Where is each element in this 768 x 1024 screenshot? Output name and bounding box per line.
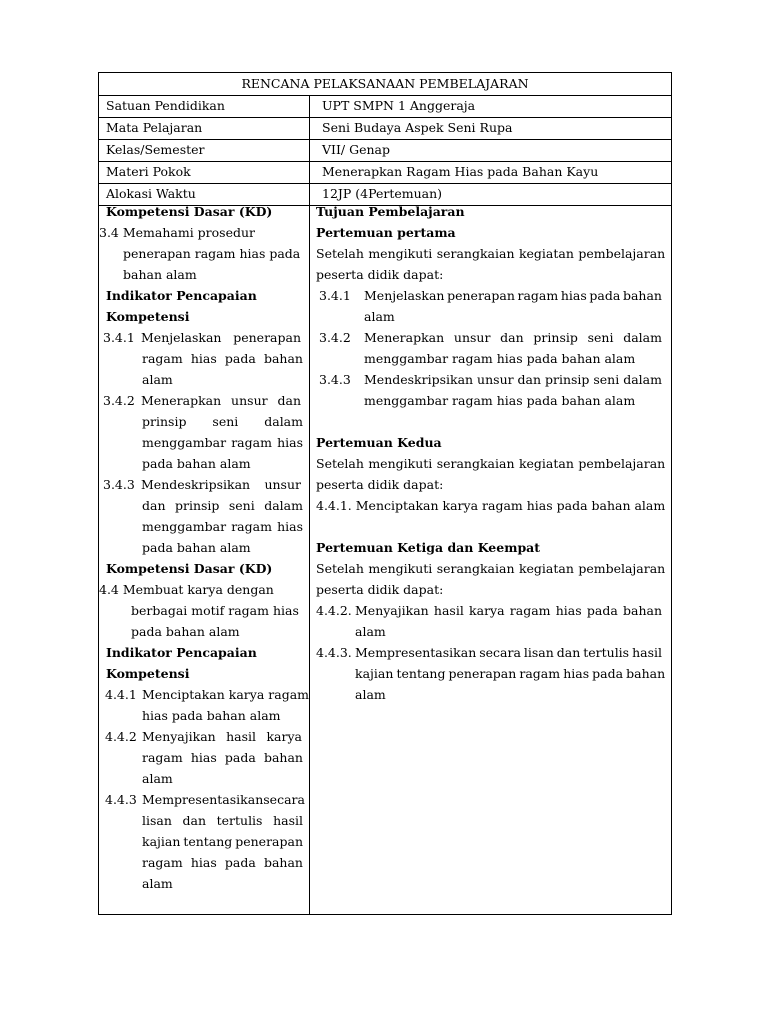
- objective-text: Menjelaskan penerapan ragam hias pada bahan: [364, 288, 662, 303]
- info-value: 12JP (4Pertemuan): [322, 186, 443, 201]
- indicator-item: [103, 789, 303, 810]
- info-label: Alokasi Waktu: [99, 184, 310, 205]
- indicator-heading: Kompetensi: [106, 309, 190, 324]
- indicator-text: dan prinsip seni dalam: [142, 498, 303, 513]
- indicator-text: Mendeskripsikan unsur: [141, 477, 301, 492]
- objective-text: Menyajikan hasil karya ragam hias pada bahan: [355, 603, 662, 618]
- indicator-item: [103, 327, 303, 348]
- objective-text: menggambar ragam hias pada bahan alam: [364, 393, 636, 408]
- meeting-intro: peserta didik dapat:: [316, 267, 444, 282]
- objective-text: menggambar ragam hias pada bahan alam: [364, 351, 636, 366]
- indicator-heading: Indikator Pencapaian: [106, 288, 257, 303]
- objective-text: Mendeskripsikan unsur dan prinsip seni dalam: [364, 372, 662, 387]
- indicator-text: menggambar ragam hias: [142, 435, 303, 450]
- meeting-intro: Setelah mengikuti serangkaian kegiatan pembelajaran: [316, 456, 666, 471]
- indicator-item: [103, 474, 303, 495]
- objective-number: 4.4.2.: [316, 603, 352, 618]
- info-label: Satuan Pendidikan: [99, 96, 310, 117]
- indicator-text: Menciptakan karya ragam: [142, 687, 309, 702]
- meeting-heading: Pertemuan Ketiga dan Keempat: [316, 540, 541, 555]
- indicator-item: [103, 726, 303, 747]
- kd-text: 3.4 Memahami prosedur: [99, 225, 256, 240]
- document-title: RENCANA PELAKSANAAN PEMBELAJARAN: [99, 73, 671, 96]
- info-label: Mata Pelajaran: [99, 118, 310, 139]
- info-label: Kelas/Semester: [99, 140, 310, 161]
- indicator-text: kajian tentang penerapan: [142, 834, 303, 849]
- indicator-text: ragam hias pada bahan: [142, 750, 303, 765]
- indicator-text: prinsip seni dalam: [142, 414, 303, 429]
- kd-text: berbagai motif ragam hias: [131, 603, 299, 618]
- objective-item: [316, 285, 665, 306]
- indicator-number: 4.4.2: [105, 729, 137, 744]
- indicator-text: pada bahan alam: [142, 540, 251, 555]
- info-row-materi: [99, 162, 671, 184]
- objective-text: Menerapkan unsur dan prinsip seni dalam: [364, 330, 662, 345]
- kd-heading: Kompetensi Dasar (KD): [106, 561, 273, 576]
- indicator-heading: Indikator Pencapaian: [106, 645, 257, 660]
- objective-text: kajian tentang penerapan ragam hias pada bahan: [355, 666, 666, 681]
- spacer: [316, 516, 665, 537]
- objective-item: [316, 642, 665, 663]
- indicator-text: alam: [142, 771, 173, 786]
- objective-number: 3.4.2: [319, 330, 351, 345]
- info-row-mapel: [99, 118, 671, 140]
- kd-text: 4.4 Membuat karya dengan: [99, 582, 274, 597]
- indicator-text: Menerapkan unsur dan: [141, 393, 301, 408]
- indicator-text: lisan dan tertulis hasil: [142, 813, 303, 828]
- objective-number: 3.4.1: [319, 288, 351, 303]
- kd-text: bahan alam: [123, 267, 197, 282]
- indicator-text: Mempresentasikan secara: [142, 792, 305, 807]
- meeting-heading: Pertemuan pertama: [316, 225, 456, 240]
- info-value: VII/ Genap: [322, 142, 390, 157]
- objective-item: [316, 369, 665, 390]
- meeting-intro: peserta didik dapat:: [316, 582, 444, 597]
- kd-text: pada bahan alam: [131, 624, 240, 639]
- objective-number: 4.4.3.: [316, 645, 352, 660]
- indicator-text: ragam hias pada bahan: [142, 855, 303, 870]
- indicator-heading: Kompetensi: [106, 666, 190, 681]
- indicator-number: 3.4.1: [103, 330, 135, 345]
- objective-item: [316, 327, 665, 348]
- indicator-number: 4.4.1: [105, 687, 137, 702]
- indicator-text: pada bahan alam: [142, 456, 251, 471]
- info-value: Menerapkan Ragam Hias pada Bahan Kayu: [322, 164, 599, 179]
- indicator-number: 3.4.3: [103, 477, 135, 492]
- indicator-text: alam: [142, 372, 173, 387]
- indicator-item: [103, 390, 303, 411]
- indicator-item: [103, 684, 309, 705]
- objective-text: alam: [364, 309, 395, 324]
- objective-text: Mempresentasikan secara lisan dan tertulis hasil: [355, 645, 662, 660]
- objective-text: alam: [355, 624, 386, 639]
- objective-text: alam: [355, 687, 386, 702]
- indicator-text: alam: [142, 876, 173, 891]
- meeting-intro: peserta didik dapat:: [316, 477, 444, 492]
- objectives-heading: Tujuan Pembelajaran: [316, 204, 465, 219]
- objective-item: [316, 600, 665, 621]
- indicator-text: ragam hias pada bahan: [142, 351, 303, 366]
- info-value: UPT SMPN 1 Anggeraja: [322, 98, 476, 113]
- info-label: Materi Pokok: [99, 162, 310, 183]
- meeting-intro: Setelah mengikuti serangkaian kegiatan pembelajaran: [316, 246, 666, 261]
- info-value: Seni Budaya Aspek Seni Rupa: [322, 120, 513, 135]
- objective-number: 3.4.3: [319, 372, 351, 387]
- spacer: [316, 411, 665, 432]
- info-row-kelas: [99, 140, 671, 162]
- rpp-table: [98, 72, 672, 915]
- indicator-number: 4.4.3: [105, 792, 137, 807]
- kd-text: penerapan ragam hias pada: [123, 246, 301, 261]
- indicator-text: Menjelaskan penerapan: [141, 330, 301, 345]
- left-column: [99, 201, 310, 914]
- indicator-text: Menyajikan hasil karya: [142, 729, 302, 744]
- objective-item: 4.4.1. Menciptakan karya ragam hias pada bahan alam: [316, 498, 666, 513]
- info-row-satuan: [99, 96, 671, 118]
- indicator-text: menggambar ragam hias: [142, 519, 303, 534]
- content-body: [99, 201, 671, 914]
- indicator-text: hias pada bahan alam: [142, 708, 281, 723]
- kd-heading: Kompetensi Dasar (KD): [106, 204, 273, 219]
- meeting-heading: Pertemuan Kedua: [316, 435, 442, 450]
- meeting-intro: Setelah mengikuti serangkaian kegiatan pembelajaran: [316, 561, 666, 576]
- indicator-number: 3.4.2: [103, 393, 135, 408]
- right-column: [310, 201, 672, 914]
